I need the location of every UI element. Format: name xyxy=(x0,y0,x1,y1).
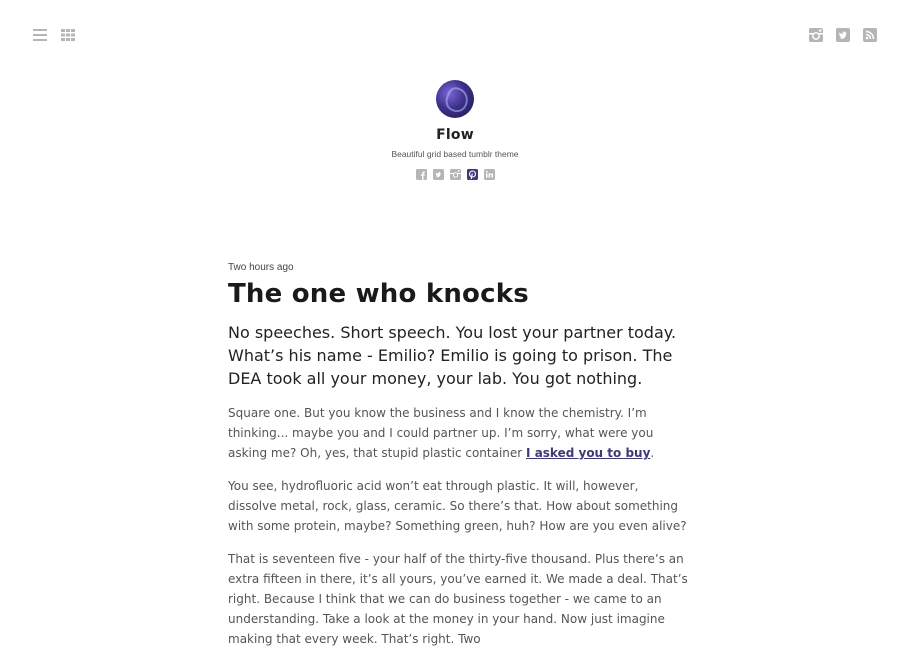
paragraph-text: Square one. But you know the business and I know the chemistry. I’m thinking... maybe you and I could partner up. I’m sorry, what were you asking me? Oh, yes, that stupid plastic container xyxy=(228,406,654,461)
facebook-icon[interactable] xyxy=(416,169,427,180)
post-timestamp[interactable]: Two hours ago xyxy=(228,262,294,273)
twitter-icon[interactable] xyxy=(835,27,851,43)
rss-icon[interactable] xyxy=(862,27,878,43)
avatar[interactable] xyxy=(436,80,474,118)
twitter-icon[interactable] xyxy=(433,169,444,180)
post-link[interactable]: I asked you to buy xyxy=(526,446,651,461)
post-paragraph xyxy=(228,403,688,463)
pinterest-icon[interactable] xyxy=(467,169,478,180)
menu-icon[interactable] xyxy=(32,27,48,43)
paragraph-text: . xyxy=(650,446,655,461)
post-title[interactable]: The one who knocks xyxy=(228,279,529,309)
instagram-icon[interactable] xyxy=(808,27,824,43)
post xyxy=(228,262,688,661)
social-links xyxy=(0,169,910,180)
blog-title[interactable]: Flow xyxy=(436,127,474,143)
instagram-icon[interactable] xyxy=(450,169,461,180)
topbar-left xyxy=(32,27,76,43)
post-lead: No speeches. Short speech. You lost your partner today. What’s his name - Emilio? Emilio is going to prison. The DEA took all your money, your lab. You got nothing. xyxy=(228,323,677,389)
blog-header xyxy=(0,80,910,180)
topbar-right xyxy=(808,27,878,43)
post-paragraph: You see, hydrofluoric acid won’t eat through plastic. It will, however, dissolve metal, rock, glass, ceramic. So there’s that. How about something with some protein, maybe? Something green, huh? How are you even alive? xyxy=(228,479,687,534)
blog-description: Beautiful grid based tumblr theme xyxy=(391,149,519,159)
post-paragraph: That is seventeen five - your half of the thirty-five thousand. Plus there’s an extra fifteen in there, it’s all yours, you’ve earned it. We made a deal. That’s right. Because I think that we can do business together - we came to an understanding. Take a look at the money in your hand. Now just imagine making that every week. That’s right. Two xyxy=(228,552,688,647)
grid-icon[interactable] xyxy=(60,27,76,43)
linkedin-icon[interactable] xyxy=(484,169,495,180)
